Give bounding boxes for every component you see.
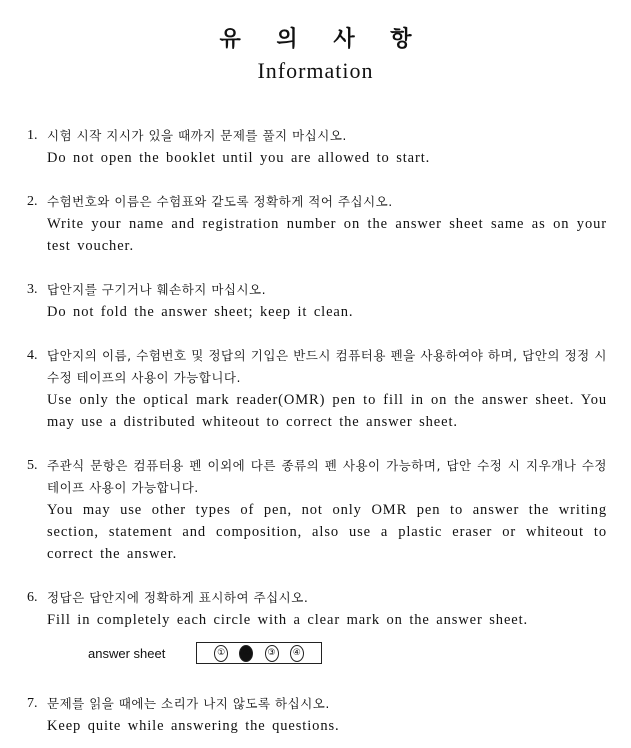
answer-sheet-label: answer sheet (88, 645, 166, 661)
title-korean: 유 의 사 항 (219, 27, 426, 52)
instruction-item-2 (27, 191, 607, 257)
item-number: 6. (27, 590, 38, 605)
item-text-korean: 주관식 문항은 컴퓨터용 펜 이외에 다른 종류의 펜 사용이 가능하며, 답안 수정 시 지우개나 수정 테이프 사용이 가능합니다. (47, 458, 607, 495)
item-text-english: You may use other types of pen, not only OMR pen to answer the writing section, statement and composition, also use a plastic eraser or whiteout to correct the answer. (47, 502, 607, 562)
answer-bubble-3: ③ (265, 645, 279, 662)
item-text-korean: 정답은 답안지에 정확하게 표시하여 주십시오. (47, 590, 309, 605)
instruction-item-4 (27, 345, 607, 433)
item-text-english: Keep quite while answering the questions. (47, 718, 340, 734)
title-english: Information (257, 58, 374, 83)
answer-bubble-1: ① (214, 645, 228, 662)
instruction-item-3 (27, 279, 607, 323)
instruction-item-6 (27, 587, 607, 631)
item-text-english: Use only the optical mark reader(OMR) pen to fill in on the answer sheet. You may use a distributed whiteout to correct the answer sheet. (47, 392, 607, 430)
item-number: 4. (27, 348, 38, 363)
answer-bubble-4: ④ (290, 645, 304, 662)
item-text-korean: 답안지의 이름, 수험번호 및 정답의 기입은 반드시 컴퓨터용 펜을 사용하여야 하며, 답안의 정정 시 수정 테이프의 사용이 가능합니다. (47, 348, 607, 385)
answer-bubble-2: ② (239, 645, 253, 662)
item-text-english: Do not fold the answer sheet; keep it clean. (47, 304, 354, 320)
item-text-korean: 문제를 읽을 때에는 소리가 나지 않도록 하십시오. (47, 696, 330, 711)
item-text-english: Write your name and registration number on the answer sheet same as on your test voucher. (47, 216, 607, 254)
item-number: 2. (27, 194, 38, 209)
item-text-korean: 답안지를 구기거나 훼손하지 마십시오. (47, 282, 267, 297)
answer-bubble-row (196, 642, 322, 664)
instruction-item-7 (27, 693, 607, 737)
item-text-english: Do not open the booklet until you are allowed to start. (47, 150, 431, 166)
item-text-korean: 수험번호와 이름은 수험표와 같도록 정확하게 적어 주십시오. (47, 194, 393, 209)
answer-sheet-example (88, 641, 322, 665)
item-text-korean: 시험 시작 지시가 있을 때까지 문제를 풀지 마십시오. (47, 128, 347, 143)
item-text-english: Fill in completely each circle with a clear mark on the answer sheet. (47, 612, 529, 628)
item-number: 3. (27, 282, 38, 297)
instruction-item-5 (27, 455, 607, 565)
item-number: 7. (27, 696, 38, 711)
item-number: 5. (27, 458, 38, 473)
item-number: 1. (27, 128, 38, 143)
instruction-item-1 (27, 125, 607, 169)
